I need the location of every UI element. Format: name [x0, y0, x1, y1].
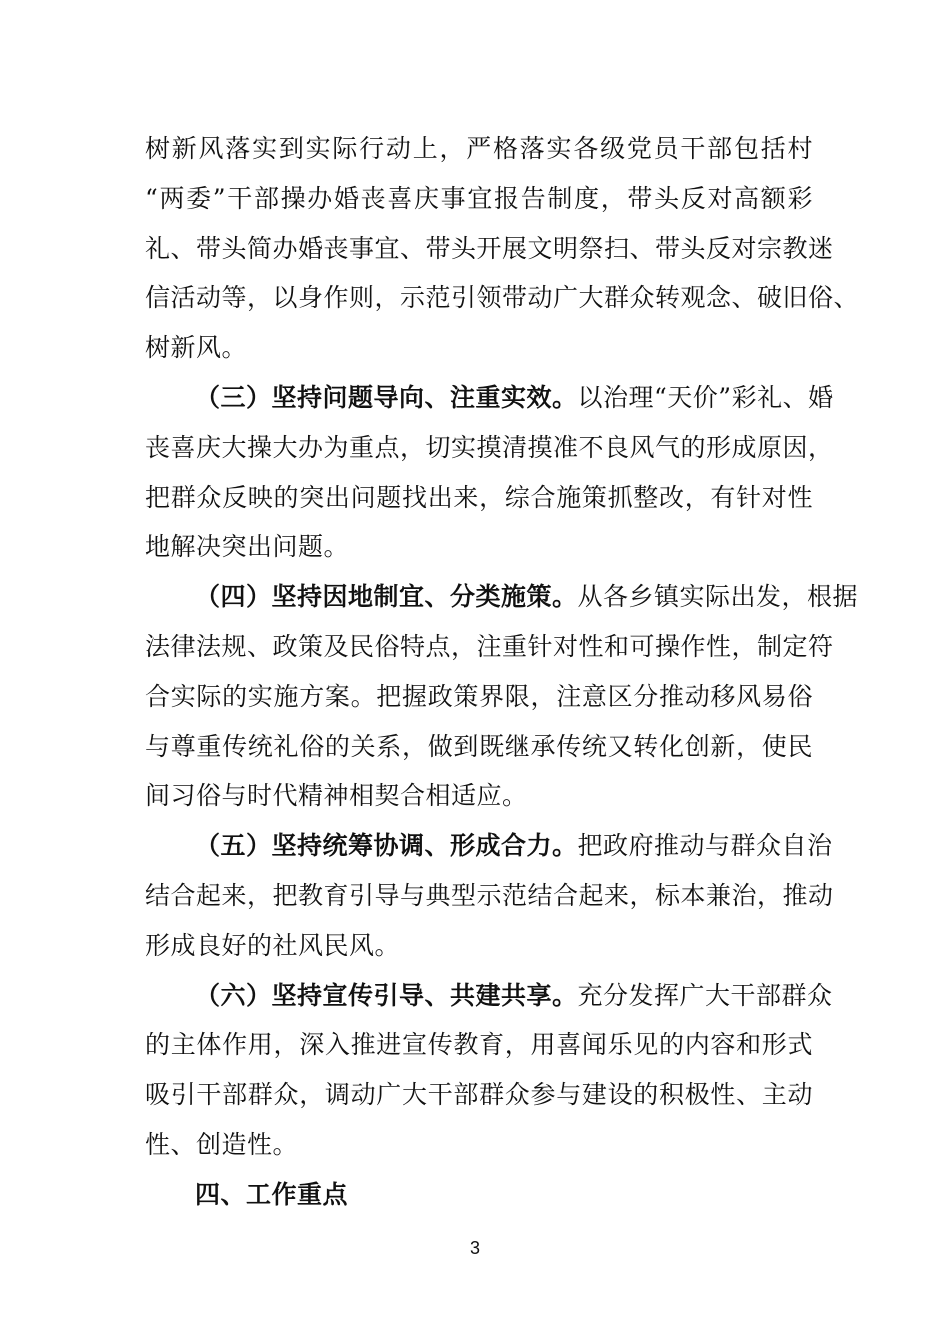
document-body [145, 124, 860, 1220]
paragraph-line: 礼、带头简办婚丧事宜、带头开展文明祭扫、带头反对宗教迷 [145, 233, 834, 263]
paragraph-line: 结合起来，把教育引导与典型示范结合起来，标本兼治，推动 [145, 880, 834, 910]
paragraph-text: 从各乡镇实际出发，根据 [577, 582, 859, 612]
section-heading-6: （六）坚持宣传引导、共建共享。 [195, 980, 578, 1010]
paragraph-line: 与尊重传统礼俗的关系，做到既继承传统又转化创新，使民 [145, 731, 813, 761]
section-heading-5: （五）坚持统筹协调、形成合力。 [195, 831, 578, 861]
section-heading-line [145, 821, 833, 871]
paragraph-text: 充分发挥广大干部群众 [577, 980, 833, 1010]
section-heading-line [145, 971, 833, 1021]
paragraph-line: 合实际的实施方案。把握政策界限，注意区分推动移风易俗 [145, 681, 813, 711]
section-heading-line [145, 373, 834, 423]
paragraph-line: 吸引干部群众，调动广大干部群众参与建设的积极性、主动 [145, 1080, 813, 1110]
paragraph-line: 的主体作用，深入推进宣传教育，用喜闻乐见的内容和形式 [145, 1030, 813, 1060]
paragraph-line: “两委”干部操办婚丧喜庆事宜报告制度，带头反对高额彩 [145, 183, 813, 213]
chapter-heading: 四、工作重点 [195, 1179, 349, 1209]
paragraph-line: 树新风。 [145, 333, 248, 363]
page-number: 3 [469, 1238, 480, 1258]
section-heading-4: （四）坚持因地制宜、分类施策。 [195, 582, 578, 612]
paragraph-line: 地解决突出问题。 [145, 532, 350, 562]
paragraph-line: 法律法规、政策及民俗特点，注重针对性和可操作性，制定符 [145, 631, 834, 661]
section-heading-line [145, 572, 859, 622]
paragraph-line: 树新风落实到实际行动上，严格落实各级党员干部包括村 [145, 134, 813, 163]
paragraph-line: 形成良好的社风民风。 [145, 930, 401, 960]
paragraph-line: 间习俗与时代精神相契合相适应。 [145, 781, 528, 811]
paragraph-text: 以治理“天价”彩礼、婚 [577, 382, 834, 412]
paragraph-line: 丧喜庆大操大办为重点，切实摸清摸准不良风气的形成原因， [145, 432, 834, 462]
section-heading-3: （三）坚持问题导向、注重实效。 [195, 382, 578, 412]
paragraph-line: 性、创造性。 [145, 1129, 299, 1159]
paragraph-line: 把群众反映的突出问题找出来，综合施策抓整改，有针对性 [145, 482, 813, 512]
paragraph-line: 信活动等，以身作则，示范引领带动广大群众转观念、破旧俗、 [145, 283, 860, 313]
paragraph-text: 把政府推动与群众自治 [577, 831, 833, 861]
